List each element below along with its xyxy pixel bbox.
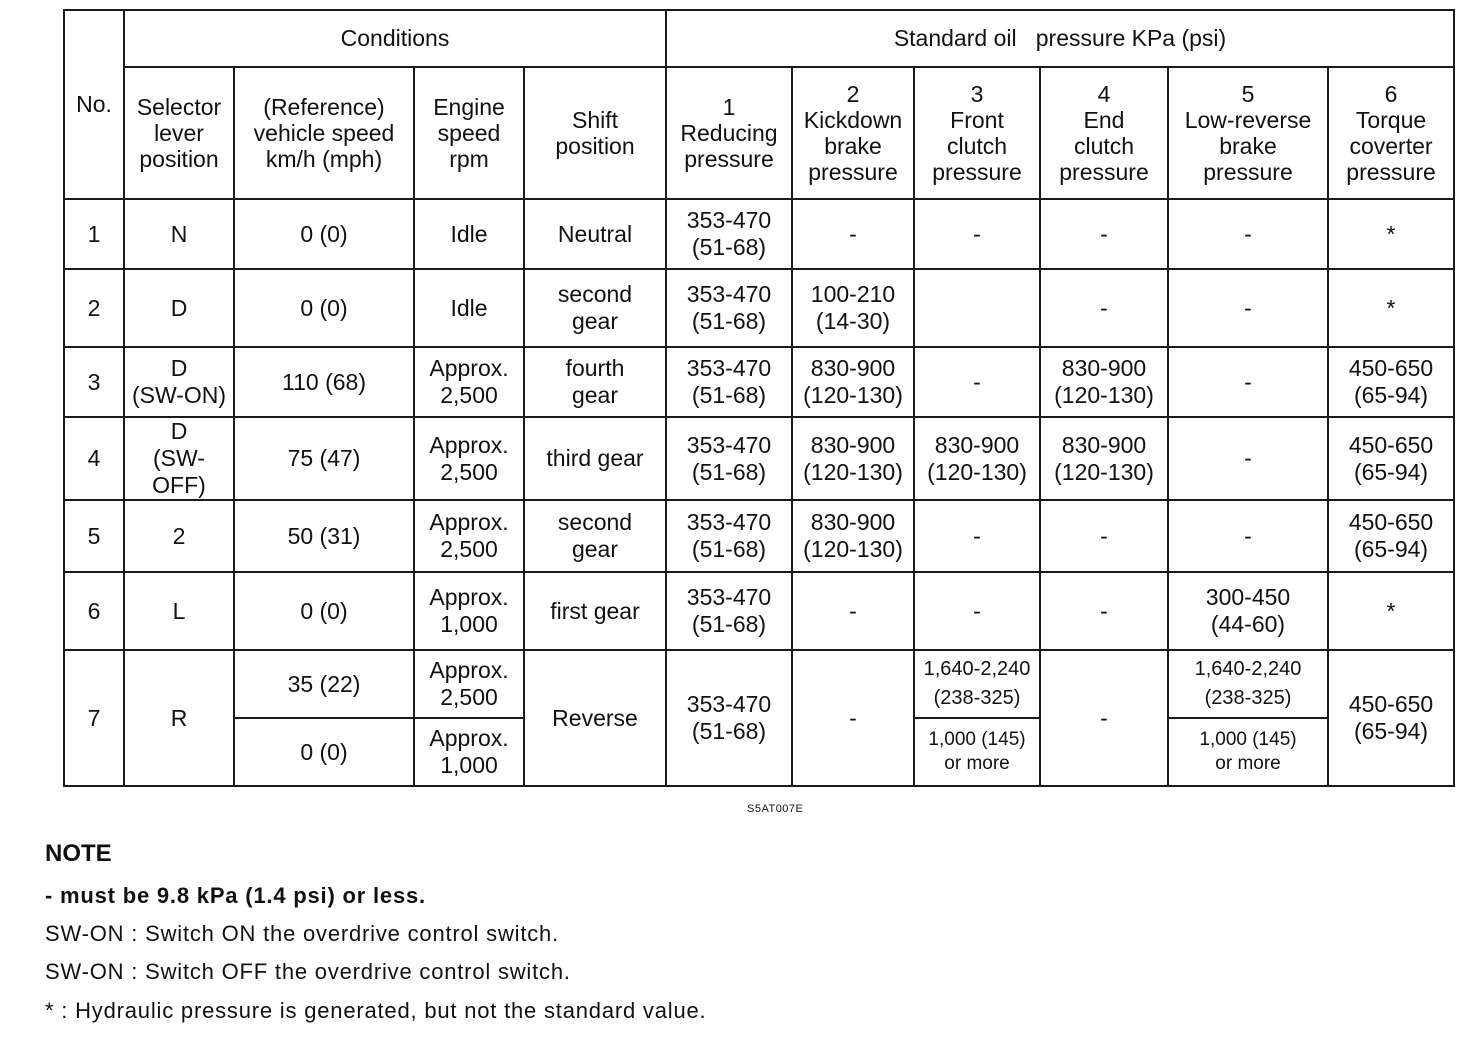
cell-line: second — [557, 509, 633, 535]
pressure-value — [792, 417, 914, 500]
pressure-value — [914, 199, 1040, 269]
header-no: No. — [64, 10, 124, 199]
cell-line: (120-130) — [1054, 382, 1154, 408]
cell-line: - — [973, 522, 981, 549]
pressure-value: - — [1040, 650, 1168, 786]
pressure-value — [1040, 417, 1168, 500]
cell-line: 1,000 — [440, 752, 498, 778]
shift-position — [524, 269, 666, 347]
shift-position: Reverse — [524, 650, 666, 786]
cell-line: (51-68) — [691, 611, 767, 637]
cell-line: position — [139, 146, 219, 172]
pressure-value — [666, 347, 792, 417]
selector-position — [124, 269, 234, 347]
pressure-value — [1328, 417, 1454, 500]
pressure-value — [914, 417, 1040, 500]
cell-line: - — [1100, 294, 1108, 321]
pressure-value — [1040, 572, 1168, 650]
cell-line: 2 — [846, 81, 860, 107]
cell-line: Front — [950, 107, 1004, 133]
cell-line: pressure — [1203, 159, 1293, 185]
cell-line: - — [1244, 294, 1252, 321]
cell-line: 830-900 — [934, 431, 1020, 458]
cell-line: - — [973, 368, 981, 395]
pressure-value: - — [792, 650, 914, 786]
pressure-value — [1040, 500, 1168, 572]
cell-line: pressure — [932, 159, 1022, 185]
cell-line: - — [973, 220, 981, 247]
header-pressure-col — [1168, 67, 1328, 199]
cell-line: L — [172, 597, 186, 624]
cell-line: Engine — [433, 94, 505, 120]
table-row — [64, 500, 1454, 572]
cell-line: speed — [437, 120, 501, 146]
pressure-value — [1168, 572, 1328, 650]
cell-line: - — [1100, 522, 1108, 549]
vehicle-speed: 35 (22) — [234, 650, 414, 718]
cell-line: (51-68) — [691, 308, 767, 334]
selector-position — [124, 417, 234, 500]
cell-line: gear — [571, 308, 619, 334]
cell-line: (51-68) — [691, 536, 767, 562]
cell-line: (65-94) — [1353, 458, 1429, 485]
pressure-value — [914, 269, 1040, 347]
cell-line: * — [1386, 597, 1396, 624]
pressure-value — [1168, 199, 1328, 269]
table-row — [64, 347, 1454, 417]
engine-speed — [414, 417, 524, 500]
pressure-value — [1328, 347, 1454, 417]
shift-position — [524, 417, 666, 500]
cell-line: - — [849, 597, 857, 624]
selector-position — [124, 500, 234, 572]
cell-line: - — [1244, 445, 1252, 471]
cell-line: Kickdown — [803, 107, 903, 133]
cell-line: Shift — [571, 107, 619, 133]
cell-line: or more — [944, 753, 1010, 774]
cell-line: 4 — [1097, 81, 1111, 107]
pressure-value — [666, 572, 792, 650]
header-pressure-col — [666, 67, 792, 199]
pressure-value — [792, 572, 914, 650]
cell-line: (65-94) — [1353, 536, 1429, 562]
cell-line: N — [170, 220, 188, 247]
header-condition-col — [234, 67, 414, 199]
selector-position — [124, 199, 234, 269]
pressure-value — [1168, 347, 1328, 417]
cell-line: 353-470 — [686, 281, 772, 307]
pressure-value — [1328, 199, 1454, 269]
vehicle-speed: 0 (0) — [234, 718, 414, 786]
cell-line: 450-650 — [1348, 431, 1434, 458]
header-pressure-col — [1328, 67, 1454, 199]
pressure-value — [1040, 269, 1168, 347]
pressure-value — [666, 650, 792, 786]
selector-position — [124, 347, 234, 417]
engine-speed — [414, 650, 524, 718]
row-no: 4 — [64, 417, 124, 500]
cell-line: - — [973, 597, 981, 624]
vehicle-speed: 110 (68) — [234, 347, 414, 417]
header-condition-col — [524, 67, 666, 199]
cell-line: 450-650 — [1348, 355, 1434, 381]
cell-line: 1,000 — [440, 611, 498, 637]
cell-line: (Reference) — [263, 94, 385, 120]
header-condition-col — [414, 67, 524, 199]
pressure-value — [792, 199, 914, 269]
pressure-value — [666, 269, 792, 347]
cell-line: Approx. — [429, 584, 509, 610]
pressure-value — [1040, 199, 1168, 269]
cell-line: 3 — [970, 81, 984, 107]
table-row — [64, 269, 1454, 347]
cell-line: (SW-OFF) — [152, 445, 206, 498]
cell-line: (120-130) — [803, 382, 903, 408]
cell-line: 353-470 — [686, 431, 772, 458]
vehicle-speed: 75 (47) — [234, 417, 414, 500]
cell-line: pressure — [684, 146, 774, 172]
cell-line: 5 — [1241, 81, 1255, 107]
pressure-value — [666, 500, 792, 572]
cell-line: D — [170, 418, 188, 444]
cell-line: 2,500 — [440, 458, 498, 485]
cell-line: 353-470 — [686, 509, 772, 535]
cell-line: gear — [571, 536, 619, 562]
note-line-2: SW-ON : Switch ON the overdrive control switch. — [45, 921, 559, 946]
pressure-value — [1168, 650, 1328, 718]
cell-line: pressure — [1346, 159, 1436, 185]
cell-line: 2,500 — [440, 684, 498, 710]
pressure-value — [1328, 500, 1454, 572]
engine-speed — [414, 269, 524, 347]
cell-line: Idle — [450, 220, 488, 247]
cell-line: 353-470 — [686, 207, 772, 233]
pressure-value — [1328, 269, 1454, 347]
cell-line: (51-68) — [691, 382, 767, 408]
cell-line: pressure — [1059, 159, 1149, 185]
cell-line: 2,500 — [440, 536, 498, 562]
cell-line: (65-94) — [1353, 382, 1429, 408]
table-row — [64, 650, 1454, 718]
cell-line: Torque — [1355, 107, 1427, 133]
cell-line: 6 — [1384, 81, 1398, 107]
cell-line: D — [170, 294, 188, 321]
cell-line: brake — [824, 133, 882, 159]
cell-line: lever — [154, 120, 204, 146]
figure-code: S5AT007E — [747, 803, 804, 815]
cell-line: 830-900 — [1061, 355, 1147, 381]
cell-line: (120-130) — [1054, 458, 1154, 485]
cell-line: clutch — [946, 133, 1008, 159]
header-pressure-col — [914, 67, 1040, 199]
header-conditions: Conditions — [124, 10, 666, 67]
cell-line: Approx. — [429, 431, 509, 458]
vehicle-speed: 50 (31) — [234, 500, 414, 572]
cell-line: vehicle speed — [253, 120, 395, 146]
pressure-value — [914, 718, 1040, 786]
row-no: 5 — [64, 500, 124, 572]
cell-line: Approx. — [429, 355, 509, 381]
cell-line: (120-130) — [803, 536, 903, 562]
vehicle-speed: 0 (0) — [234, 199, 414, 269]
note-line-1: - must be 9.8 kPa (1.4 psi) or less. — [45, 883, 426, 908]
cell-line: Approx. — [429, 725, 509, 751]
shift-position — [524, 199, 666, 269]
pressure-value — [1168, 417, 1328, 500]
pressure-value — [1168, 269, 1328, 347]
pressure-value — [914, 500, 1040, 572]
cell-line: 2 — [172, 522, 186, 549]
cell-line: second — [557, 281, 633, 307]
cell-line: 100-210 — [810, 281, 896, 307]
cell-line: D — [170, 355, 188, 381]
cell-line: - — [1100, 220, 1108, 247]
cell-line: Idle — [450, 294, 488, 321]
vehicle-speed: 0 (0) — [234, 269, 414, 347]
cell-line: 830-900 — [810, 509, 896, 535]
cell-line: Neutral — [557, 220, 633, 247]
cell-line: coverter — [1349, 133, 1433, 159]
engine-speed — [414, 718, 524, 786]
cell-line: Reducing — [680, 120, 778, 146]
cell-line: - — [1244, 522, 1252, 549]
pressure-value — [914, 347, 1040, 417]
cell-line: position — [555, 133, 635, 159]
pressure-value — [914, 572, 1040, 650]
note-title: NOTE — [45, 840, 112, 867]
cell-line: first gear — [550, 597, 640, 624]
cell-line: clutch — [1073, 133, 1135, 159]
cell-line: (51-68) — [691, 718, 767, 744]
oil-pressure-table — [63, 9, 1455, 787]
engine-speed — [414, 500, 524, 572]
cell-line: or more — [1215, 753, 1281, 774]
cell-line: (44-60) — [1210, 611, 1286, 637]
table-row — [64, 199, 1454, 269]
pressure-value — [792, 269, 914, 347]
cell-line: 450-650 — [1348, 691, 1434, 717]
cell-line: Approx. — [429, 509, 509, 535]
pressure-value — [666, 199, 792, 269]
header-standard-pressure: Standard oil pressure KPa (psi) — [666, 10, 1454, 67]
pressure-value — [1328, 650, 1454, 786]
cell-line: * — [1386, 220, 1396, 247]
cell-line: (SW-ON) — [131, 382, 227, 408]
shift-position — [524, 500, 666, 572]
cell-line: - — [849, 220, 857, 247]
pressure-value — [1040, 347, 1168, 417]
note-line-3: SW-ON : Switch OFF the overdrive control switch. — [45, 959, 571, 984]
row-no: 6 — [64, 572, 124, 650]
table-row — [64, 417, 1454, 500]
cell-line: (238-325) — [1204, 687, 1292, 709]
cell-line: - — [1244, 220, 1252, 247]
row-no: 1 — [64, 199, 124, 269]
shift-position — [524, 347, 666, 417]
cell-line: fourth — [565, 355, 625, 381]
cell-line: third gear — [546, 445, 644, 471]
pressure-value — [792, 500, 914, 572]
cell-line: pressure — [808, 159, 898, 185]
cell-line: 353-470 — [686, 355, 772, 381]
cell-line: 1,000 (145) — [928, 729, 1026, 750]
cell-line: End — [1083, 107, 1125, 133]
vehicle-speed: 0 (0) — [234, 572, 414, 650]
cell-line: Approx. — [429, 657, 509, 683]
cell-line: brake — [1219, 133, 1277, 159]
header-pressure-col — [1040, 67, 1168, 199]
cell-line: Low-reverse — [1184, 107, 1312, 133]
cell-line: 353-470 — [686, 691, 772, 717]
header-condition-col — [124, 67, 234, 199]
cell-line: - — [1100, 597, 1108, 624]
selector-position — [124, 572, 234, 650]
pressure-value — [914, 650, 1040, 718]
header-pressure-col — [792, 67, 914, 199]
cell-line: 2,500 — [440, 382, 498, 408]
engine-speed — [414, 347, 524, 417]
cell-line: (120-130) — [803, 458, 903, 485]
cell-line: 830-900 — [1061, 431, 1147, 458]
cell-line: (65-94) — [1353, 718, 1429, 744]
row-no: 2 — [64, 269, 124, 347]
row-no: 3 — [64, 347, 124, 417]
pressure-value — [792, 347, 914, 417]
cell-line: 1 — [722, 94, 736, 120]
cell-line: 450-650 — [1348, 509, 1434, 535]
engine-speed — [414, 199, 524, 269]
pressure-value — [1168, 718, 1328, 786]
selector-position: R — [124, 650, 234, 786]
cell-line: - — [1244, 368, 1252, 395]
cell-line: rpm — [449, 146, 489, 172]
cell-line: 353-470 — [686, 584, 772, 610]
cell-line: (14-30) — [815, 308, 891, 334]
pressure-value — [666, 417, 792, 500]
cell-line: 1,000 (145) — [1199, 729, 1297, 750]
cell-line: km/h (mph) — [265, 146, 383, 172]
cell-line: 830-900 — [810, 431, 896, 458]
cell-line: 1,640-2,240 — [923, 658, 1031, 680]
cell-line: (51-68) — [691, 234, 767, 260]
table-row — [64, 572, 1454, 650]
cell-line: Selector — [136, 94, 222, 120]
pressure-value — [1168, 500, 1328, 572]
shift-position — [524, 572, 666, 650]
note-line-4: * : Hydraulic pressure is generated, but not the standard value. — [45, 998, 707, 1023]
row-no: 7 — [64, 650, 124, 786]
cell-line: * — [1386, 294, 1396, 321]
cell-line: 830-900 — [810, 355, 896, 381]
cell-line: (238-325) — [933, 687, 1021, 709]
cell-line: gear — [571, 382, 619, 408]
cell-line: 1,640-2,240 — [1194, 658, 1302, 680]
engine-speed — [414, 572, 524, 650]
cell-line: (120-130) — [927, 458, 1027, 485]
cell-line: 300-450 — [1205, 584, 1291, 610]
pressure-value — [1328, 572, 1454, 650]
cell-line: (51-68) — [691, 458, 767, 485]
